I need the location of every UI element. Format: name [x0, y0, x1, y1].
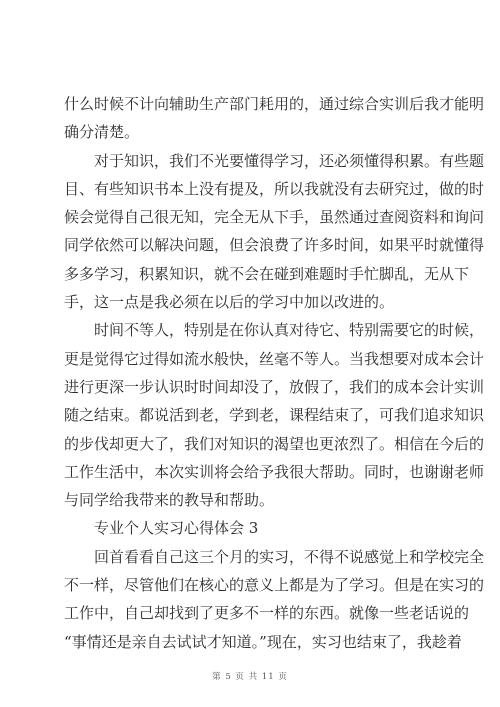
paragraph-start-line: 对于知识，我们不光要懂得学习，还必须懂得积累。有些题	[94, 151, 485, 170]
text-line: 多多学习，积累知识，就不会在碰到难题时手忙脚乱，无从下	[64, 264, 470, 283]
paragraph-start-line: 回首看看自己这三个月的实习，不得不说感觉上和学校完全	[94, 547, 485, 566]
text-line: 什么时候不计向辅助生产部门耗用的，通过综合实训后我才能明	[64, 95, 485, 113]
paragraph-start-line: 时间不等人，特别是在你认真对待它、特别需要它的时候，	[94, 321, 485, 340]
text-line: 不一样，尽管他们在核心的意义上都是为了学习。但是在实习的	[64, 576, 485, 595]
section-heading: 专业个人实习心得体会 3	[94, 519, 259, 538]
text-line: “事情还是亲自去试试才知道。”现在，实习也结束了，我趁着	[64, 632, 462, 651]
text-line: 进行更深一步认识时时间却没了，放假了，我们的成本会计实训	[64, 377, 485, 396]
document-body	[64, 90, 485, 656]
text-line: 与同学给我带来的教导和帮助。	[64, 491, 275, 510]
text-line: 同学依然可以解决问题，但会浪费了许多时间，如果平时就懂得	[64, 236, 485, 255]
text-line: 目、有些知识书本上没有提及，所以我就没有去研究过，做的时	[64, 179, 485, 198]
text-line: 工作中，自己却找到了更多不一样的东西。就像一些老话说的	[64, 604, 470, 623]
text-line: 的步伐却更大了，我们对知识的渴望也更浓烈了。相信在今后的	[64, 434, 485, 453]
page-number-footer: 第 5 页 共 11 页	[212, 672, 288, 682]
text-line: 随之结束。都说活到老，学到老，课程结束了，可我们追求知识	[64, 406, 485, 425]
text-line: 更是觉得它过得如流水般快，丝毫不等人。当我想要对成本会计	[64, 349, 485, 368]
text-line: 手，这一点是我必须在以后的学习中加以改进的。	[64, 293, 395, 312]
text-line: 候会觉得自己很无知，完全无从下手，虽然通过查阅资料和询问	[64, 208, 485, 227]
text-line: 工作生活中，本次实训将会给予我很大帮助。同时，也谢谢老师	[64, 462, 485, 481]
text-line: 确分清楚。	[64, 123, 140, 142]
